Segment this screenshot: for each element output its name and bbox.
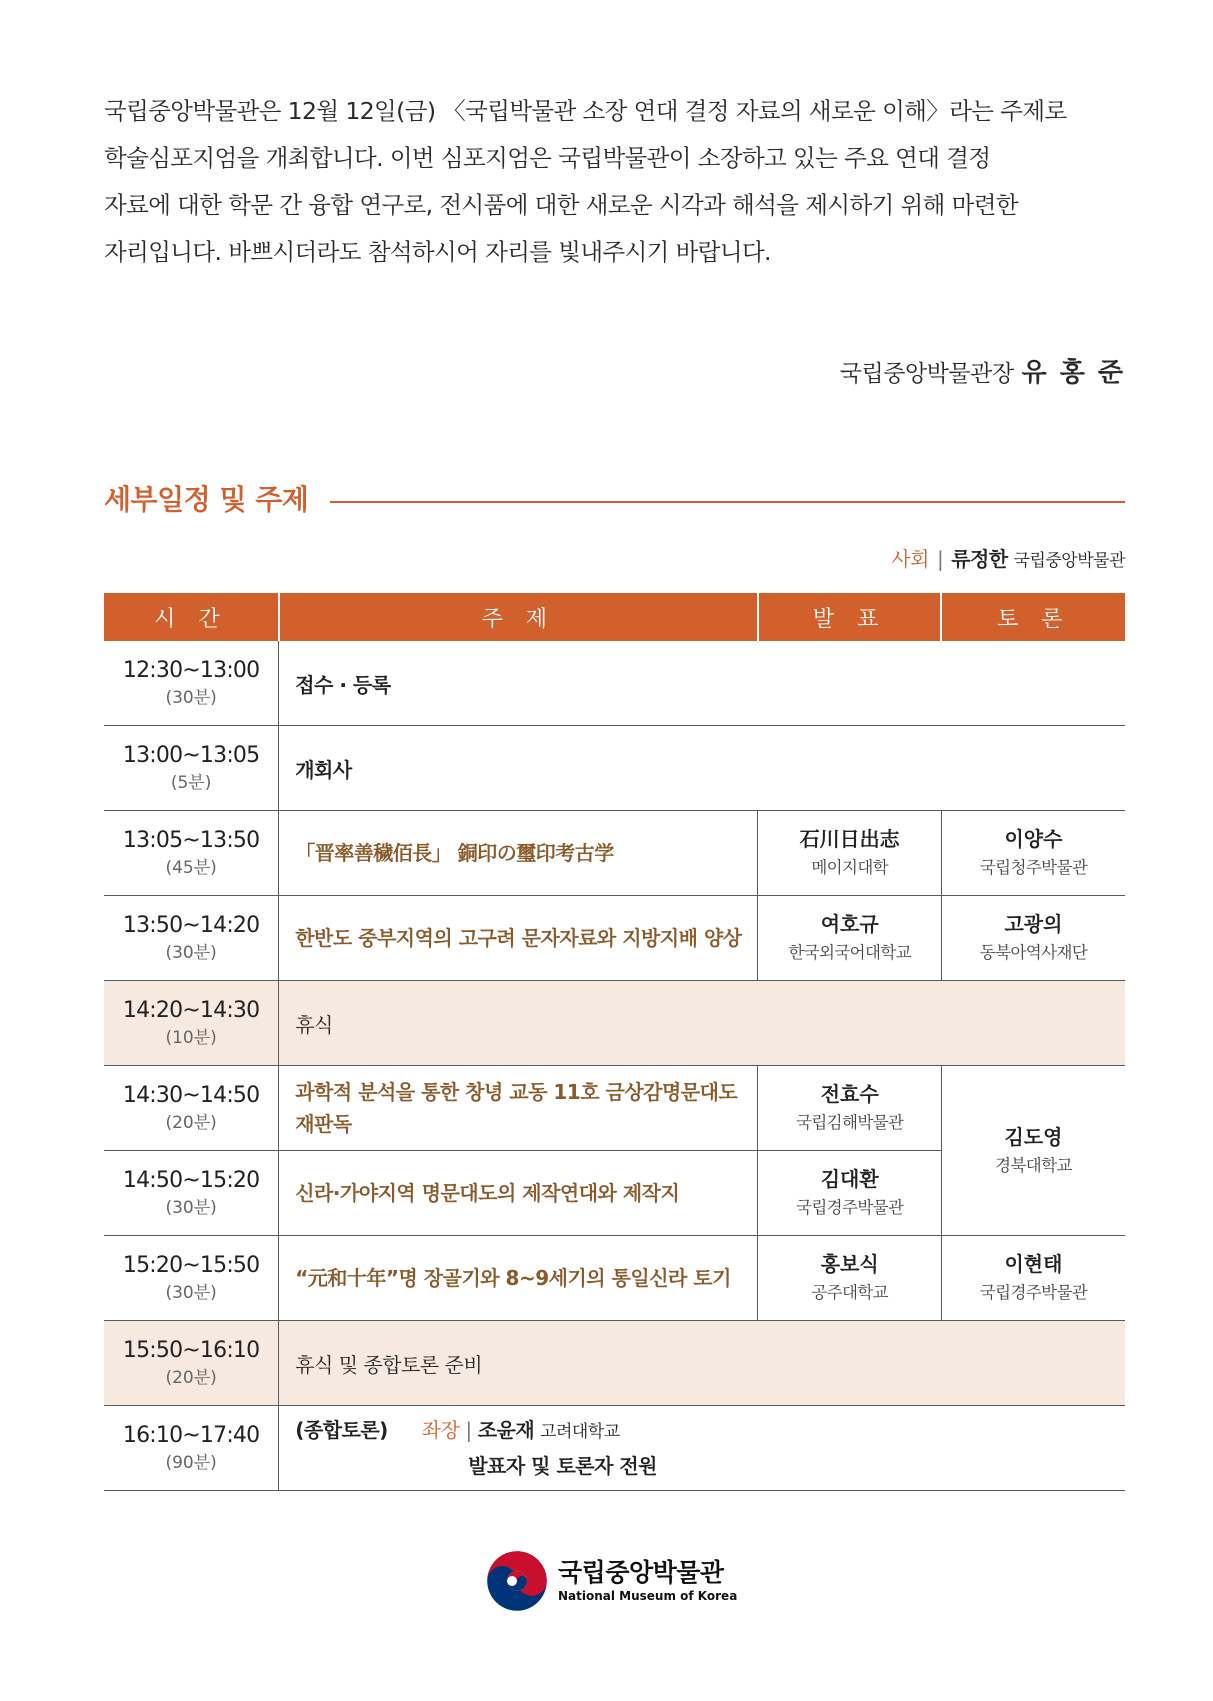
duration: (5분) xyxy=(170,773,212,793)
presenter-cell xyxy=(758,896,942,981)
topic-cell: 휴식 및 종합토론 준비 xyxy=(279,1321,1125,1406)
presenter-cell xyxy=(758,1066,942,1151)
discussant-name: 이현태 xyxy=(1004,1252,1063,1276)
time: 15:20~15:50 xyxy=(122,1253,260,1278)
time: 14:20~14:30 xyxy=(122,998,260,1023)
discussion-participants: 발표자 및 토론자 전원 xyxy=(468,1454,658,1478)
discussant-org: 동북아역사재단 xyxy=(979,943,1088,962)
discussant-name: 고광의 xyxy=(1004,912,1063,936)
table-row xyxy=(104,1236,1125,1321)
time: 13:50~14:20 xyxy=(122,913,260,938)
chair-role: 좌장 xyxy=(421,1418,460,1442)
header-presenter: 발 표 xyxy=(758,593,942,641)
discussant-org: 국립경주박물관 xyxy=(979,1283,1088,1302)
chair-sep: | xyxy=(465,1418,472,1442)
signature-name: 유 홍 준 xyxy=(1021,358,1125,388)
topic-cell: 과학적 분석을 통한 창녕 교동 11호 금상감명문대도 재판독 xyxy=(279,1066,758,1151)
section-divider xyxy=(330,501,1125,503)
intro-text xyxy=(104,88,1128,276)
table-row xyxy=(104,896,1125,981)
discussant-cell xyxy=(941,1066,1125,1236)
museum-name-en: National Museum of Korea xyxy=(558,1589,738,1603)
header-topic: 주 제 xyxy=(279,593,758,641)
museum-name-ko: 국립중앙박물관 xyxy=(558,1558,724,1587)
time-cell xyxy=(104,981,279,1066)
time: 13:00~13:05 xyxy=(122,743,260,768)
presenter-cell xyxy=(758,1236,942,1321)
intro-line: 자료에 대한 학문 간 융합 연구로, 전시품에 대한 새로운 시각과 해석을 제시하기 위해 마련한 xyxy=(104,191,1018,219)
intro-line: 자리입니다. 바쁘시더라도 참석하시어 자리를 빛내주시기 바랍니다. xyxy=(104,238,771,266)
time-cell xyxy=(104,726,279,811)
discussant-name: 이양수 xyxy=(1004,827,1063,851)
discussion-label: (종합토론) xyxy=(295,1418,388,1442)
discussant-name: 김도영 xyxy=(1004,1124,1063,1149)
topic-cell: 「晋率善穢佰長」 銅印の璽印考古学 xyxy=(279,811,758,896)
table-row xyxy=(104,981,1125,1066)
duration: (30분) xyxy=(165,1198,217,1218)
time-cell xyxy=(104,811,279,896)
duration: (45분) xyxy=(165,858,217,878)
moderator xyxy=(891,543,1125,572)
moderator-role: 사회 xyxy=(891,547,929,571)
duration: (20분) xyxy=(165,1113,217,1133)
signature xyxy=(840,352,1125,389)
discussion-line-2 xyxy=(295,1449,1125,1483)
intro-line: 국립중앙박물관은 12월 12일(금) 〈국립박물관 소장 연대 결정 자료의 새로운 이해〉라는 주제로 xyxy=(104,97,1067,125)
table-row xyxy=(104,811,1125,896)
presenter-org: 국립김해박물관 xyxy=(795,1113,904,1132)
chair-name: 조윤재 xyxy=(477,1418,535,1442)
time-cell xyxy=(104,641,279,726)
time: 12:30~13:00 xyxy=(122,658,260,683)
taegeuk-icon xyxy=(486,1550,548,1612)
presenter-org: 공주대학교 xyxy=(811,1283,889,1302)
duration: (30분) xyxy=(165,688,217,708)
topic-cell: 개회사 xyxy=(279,726,1125,811)
discussant-cell xyxy=(941,896,1125,981)
presenter-name: 홍보식 xyxy=(820,1252,879,1276)
topic-cell: 접수 · 등록 xyxy=(279,641,1125,726)
discussion-cell xyxy=(279,1406,1125,1491)
moderator-sep: | xyxy=(936,547,944,571)
presenter-org: 한국외국어대학교 xyxy=(788,943,912,962)
discussant-cell xyxy=(941,811,1125,896)
duration: (30분) xyxy=(165,1283,217,1303)
presenter-name: 전효수 xyxy=(820,1082,879,1106)
table-header-row xyxy=(104,593,1125,641)
time-cell xyxy=(104,1066,279,1151)
duration: (90분) xyxy=(165,1453,217,1473)
schedule-table xyxy=(104,593,1125,1491)
table-row xyxy=(104,1406,1125,1491)
discussant-org: 경북대학교 xyxy=(995,1155,1072,1175)
time: 15:50~16:10 xyxy=(122,1338,260,1363)
time-cell xyxy=(104,1406,279,1491)
presenter-name: 여호규 xyxy=(820,912,879,936)
discussion-line-1 xyxy=(295,1413,1125,1449)
time-cell xyxy=(104,896,279,981)
presenter-name: 김대환 xyxy=(820,1167,879,1191)
table-row xyxy=(104,1066,1125,1151)
presenter-org: 국립경주박물관 xyxy=(795,1198,904,1217)
topic-cell: 한반도 중부지역의 고구려 문자자료와 지방지배 양상 xyxy=(279,896,758,981)
moderator-org: 국립중앙박물관 xyxy=(1013,551,1125,571)
intro-line: 학술심포지엄을 개최합니다. 이번 심포지엄은 국립박물관이 소장하고 있는 주요 연대 결정 xyxy=(104,144,991,172)
time-cell xyxy=(104,1151,279,1236)
duration: (10분) xyxy=(165,1028,217,1048)
section-title: 세부일정 및 주제 xyxy=(104,483,309,516)
presenter-org: 메이지대학 xyxy=(811,858,889,877)
time: 14:50~15:20 xyxy=(122,1168,260,1193)
time-cell xyxy=(104,1236,279,1321)
signature-title: 국립중앙박물관장 xyxy=(839,361,1014,387)
footer-logo xyxy=(486,1550,737,1612)
header-time: 시 간 xyxy=(104,593,279,641)
table-row xyxy=(104,1321,1125,1406)
time: 16:10~17:40 xyxy=(122,1423,260,1448)
time: 14:30~14:50 xyxy=(122,1083,260,1108)
presenter-name: 石川日出志 xyxy=(799,827,900,851)
discussant-org: 국립청주박물관 xyxy=(979,858,1088,877)
footer-text xyxy=(558,1558,737,1604)
topic-cell: “元和十年”명 장골기와 8~9세기의 통일신라 토기 xyxy=(279,1236,758,1321)
duration: (30분) xyxy=(165,943,217,963)
table-row xyxy=(104,641,1125,726)
moderator-name: 류정한 xyxy=(951,547,1008,571)
time: 13:05~13:50 xyxy=(122,828,260,853)
presenter-cell xyxy=(758,1151,942,1236)
duration: (20분) xyxy=(165,1368,217,1388)
chair-org: 고려대학교 xyxy=(540,1422,620,1442)
time-cell xyxy=(104,1321,279,1406)
topic-cell: 신라·가야지역 명문대도의 제작연대와 제작지 xyxy=(279,1151,758,1236)
discussant-cell xyxy=(941,1236,1125,1321)
header-discussant: 토 론 xyxy=(941,593,1125,641)
topic-cell: 휴식 xyxy=(279,981,1125,1066)
presenter-cell xyxy=(758,811,942,896)
table-row xyxy=(104,726,1125,811)
